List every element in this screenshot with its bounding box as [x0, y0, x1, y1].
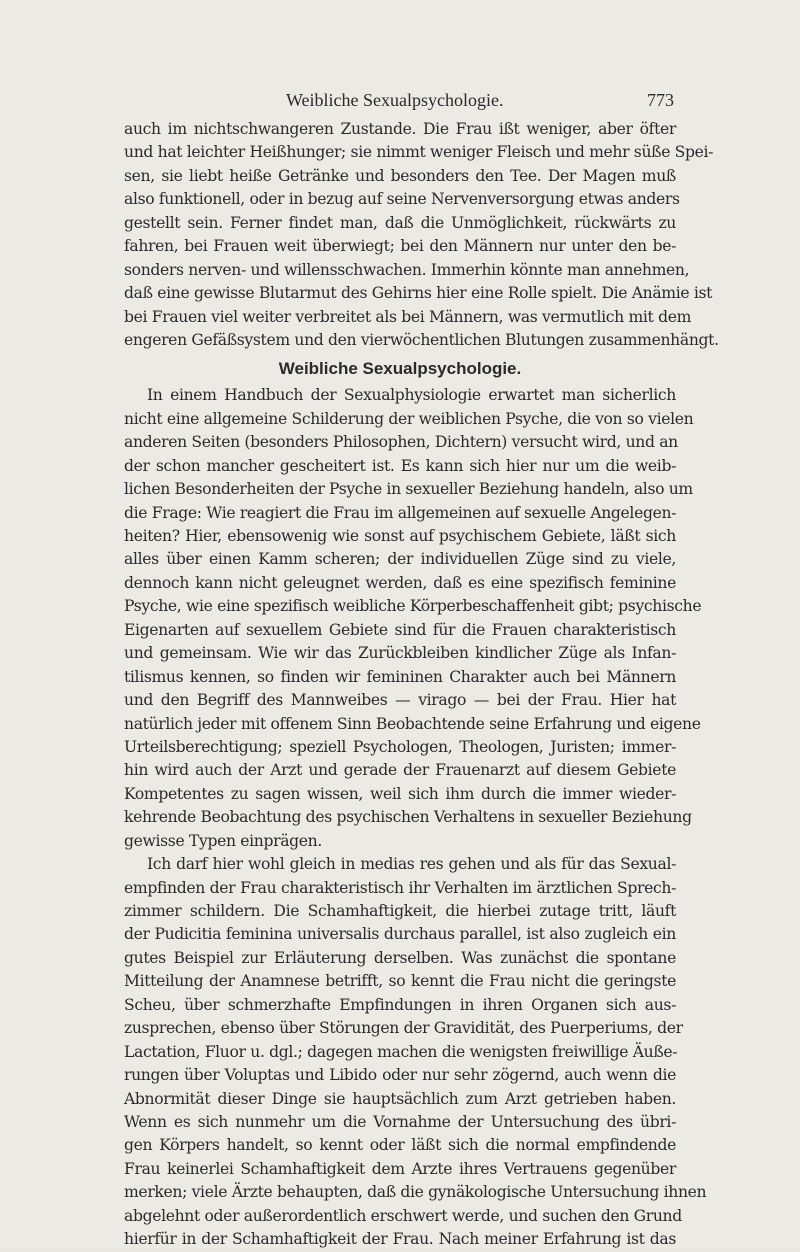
section-heading: Weibliche Sexualpsychologie.	[278, 359, 522, 379]
paragraph-3	[124, 853, 707, 1251]
text-line: zusprechen, ebenso über Störungen der Gravidität, des Puerperiums, der	[124, 1019, 683, 1038]
paragraph-2	[124, 384, 702, 853]
text-line: merken; viele Ärzte behaupten, daß die gynäkologische Untersuchung ihnen	[124, 1183, 707, 1202]
text-line: alles über einen Kamm scheren; der individuellen Züge sind zu viele,	[124, 550, 676, 569]
paragraph-1	[124, 118, 719, 352]
text-line: hierfür in der Schamhaftigkeit der Frau. Nach meiner Erfahrung ist das	[124, 1230, 676, 1249]
text-line: gewisse Typen einprägen.	[124, 831, 322, 850]
text-line: tilismus kennen, so finden wir femininen Charakter auch bei Männern	[124, 667, 676, 686]
text-line: Frau keinerlei Schamhaftigkeit dem Arzte ihres Vertrauens gegenüber	[124, 1159, 676, 1178]
running-head	[122, 90, 674, 114]
text-line: Psyche, wie eine spezifisch weibliche Körperbeschaffenheit gibt; psychische	[124, 597, 702, 616]
running-head-title: Weibliche Sexualpsychologie.	[286, 90, 504, 110]
text-line: nicht eine allgemeine Schilderung der weiblichen Psyche, die von so vielen	[124, 409, 694, 428]
text-line: hin wird auch der Arzt und gerade der Frauenarzt auf diesem Gebiete	[124, 761, 676, 780]
text-line: Mitteilung der Anamnese betrifft, so kennt die Frau nicht die geringste	[124, 972, 676, 991]
text-line: abgelehnt oder außerordentlich erschwert werde, und suchen den Grund	[124, 1206, 682, 1225]
text-line: und gemeinsam. Wie wir das Zurückbleiben kindlicher Züge als Infan-	[124, 644, 676, 663]
text-line: dennoch kann nicht geleugnet werden, daß es eine spezifisch feminine	[124, 573, 676, 592]
text-line: der Pudicitia feminina universalis durchaus parallel, ist also zugleich ein	[124, 925, 676, 944]
text-line: empfinden der Frau charakteristisch ihr Verhalten im ärztlichen Sprech-	[124, 878, 676, 897]
text-line: und den Begriff des Mannweibes — virago — bei der Frau. Hier hat	[124, 691, 676, 710]
text-line: die Frage: Wie reagiert die Frau im allgemeinen auf sexuelle Angelegen-	[124, 503, 677, 522]
text-line: der schon mancher gescheitert ist. Es kann sich hier nur um die weib-	[124, 456, 676, 475]
text-line: Lactation, Fluor u. dgl.; dagegen machen die wenigsten freiwillige Äuße-	[124, 1042, 678, 1061]
body-text	[124, 118, 719, 1252]
text-line: gutes Beispiel zur Erläuterung derselben. Was zunächst die spontane	[124, 948, 676, 967]
text-line: Kompetentes zu sagen wissen, weil sich ihm durch die immer wieder-	[124, 784, 676, 803]
text-line: zimmer schildern. Die Schamhaftigkeit, die hierbei zutage tritt, läuft	[124, 902, 676, 920]
text-line: also funktionell, oder in bezug auf seine Nervenversorgung etwas anders	[124, 190, 680, 209]
text-line: rungen über Voluptas und Libido oder nur sehr zögernd, auch wenn die	[124, 1066, 676, 1085]
text-line: sonders nerven- und willensschwachen. Immerhin könnte man annehmen,	[124, 260, 690, 279]
page-number: 773	[647, 90, 674, 110]
text-line: auch im nichtschwangeren Zustande. Die Frau ißt weniger, aber öfter	[124, 120, 676, 138]
text-line: bei Frauen viel weiter verbreitet als bei Männern, was vermutlich mit dem	[124, 307, 692, 326]
text-line: Wenn es sich nunmehr um die Vornahme der Untersuchung des übri-	[124, 1112, 676, 1131]
text-line: Urteilsberechtigung; speziell Psychologen, Theologen, Juristen; immer-	[124, 737, 676, 756]
text-line: fahren, bei Frauen weit überwiegt; bei den Männern nur unter den be-	[124, 237, 676, 256]
text-line: gestellt sein. Ferner findet man, daß die Unmöglichkeit, rückwärts zu	[124, 213, 676, 232]
text-line: natürlich jeder mit offenem Sinn Beobachtende seine Erfahrung und eigene	[124, 714, 701, 733]
text-line: In einem Handbuch der Sexualphysiologie erwartet man sicherlich	[147, 386, 676, 405]
text-line: sen, sie liebt heiße Getränke und besonders den Tee. Der Magen muß	[124, 166, 676, 185]
text-line: Abnormität dieser Dinge sie hauptsächlich zum Arzt getrieben haben.	[124, 1089, 676, 1108]
text-line: heiten? Hier, ebensowenig wie sonst auf psychischem Gebiete, läßt sich	[124, 527, 676, 545]
text-line: daß eine gewisse Blutarmut des Gehirns hier eine Rolle spielt. Die Anämie ist	[124, 284, 713, 303]
text-line: lichen Besonderheiten der Psyche in sexueller Beziehung handeln, also um	[124, 480, 693, 499]
text-line: gen Körpers handelt, so kennt oder läßt sich die normal empfindende	[124, 1136, 676, 1155]
text-line: engeren Gefäßsystem und den vierwöchentlichen Blutungen zusammenhängt.	[124, 330, 719, 349]
text-line: Eigenarten auf sexuellem Gebiete sind für die Frauen charakteristisch	[124, 620, 676, 639]
text-line: Scheu, über schmerzhafte Empfindungen in ihren Organen sich aus-	[124, 995, 676, 1014]
text-line: anderen Seiten (besonders Philosophen, Dichtern) versucht wird, und an	[124, 433, 678, 452]
text-line: Ich darf hier wohl gleich in medias res gehen und als für das Sexual-	[147, 855, 676, 874]
text-line: kehrende Beobachtung des psychischen Verhaltens in sexueller Beziehung	[124, 808, 692, 827]
text-line: und hat leichter Heißhunger; sie nimmt weniger Fleisch und mehr süße Spei-	[124, 143, 714, 162]
